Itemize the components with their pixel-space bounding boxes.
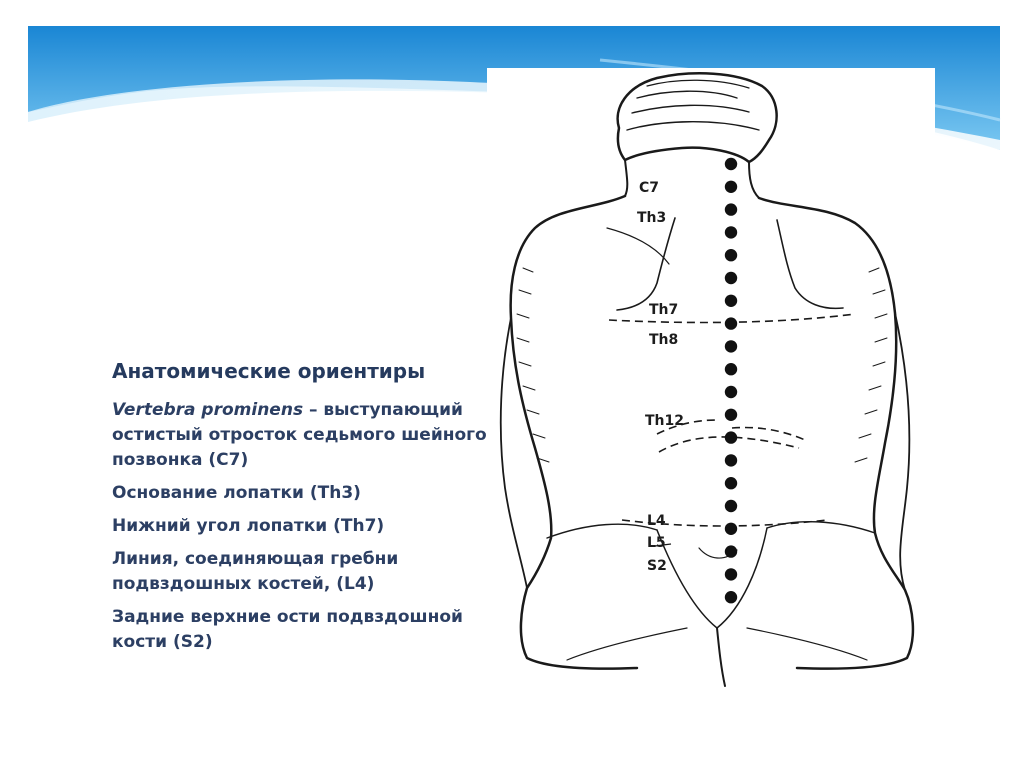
slide-title: Анатомические ориентиры [112, 359, 426, 383]
landmark-item-italic: Vertebra prominens [112, 400, 304, 420]
spine-dot [725, 409, 737, 421]
spine-dot [725, 568, 737, 580]
spine-dot [725, 477, 737, 489]
spine-dot [725, 363, 737, 375]
landmark-item-s2 [112, 605, 492, 655]
label-th8: Th8 [649, 332, 679, 348]
spine-dot [725, 317, 737, 329]
landmark-item-l4 [112, 547, 492, 597]
landmark-item-th7 [112, 514, 492, 539]
spine-dot [725, 500, 737, 512]
label-l4: L4 [647, 513, 666, 529]
label-th12: Th12 [645, 413, 684, 429]
spine-dot [725, 249, 737, 261]
spine-dot [725, 545, 737, 557]
spine-dot [725, 272, 737, 284]
label-th7: Th7 [649, 302, 679, 318]
landmark-item-text: Задние верхние ости подвздошной кости (S2) [112, 607, 463, 652]
spine-dot [725, 226, 737, 238]
label-l5: L5 [647, 535, 666, 551]
spine-dot [725, 295, 737, 307]
spine-dot [725, 181, 737, 193]
landmark-item-c7 [112, 398, 492, 473]
spine-dot [725, 591, 737, 603]
landmark-item-th3 [112, 481, 492, 506]
label-th3: Th3 [637, 210, 667, 226]
spine-dot [725, 386, 737, 398]
text-block [112, 356, 492, 663]
landmark-item-text: Нижний угол лопатки (Th7) [112, 516, 385, 536]
label-c7: C7 [639, 180, 660, 196]
spine-dot [725, 158, 737, 170]
back-illustration [487, 68, 935, 698]
spine-dot [725, 340, 737, 352]
spine-dot [725, 203, 737, 215]
label-s2: S2 [647, 558, 667, 574]
landmark-item-text: Основание лопатки (Th3) [112, 483, 361, 503]
spine-dot [725, 454, 737, 466]
spine-dot [725, 431, 737, 443]
landmark-item-text: – выступающий остистый отросток седьмого шейного позвонка (C7) [112, 400, 487, 470]
spine-dot [725, 523, 737, 535]
landmark-item-text: Линия, соединяющая гребни подвздошных костей, (L4) [112, 549, 399, 594]
